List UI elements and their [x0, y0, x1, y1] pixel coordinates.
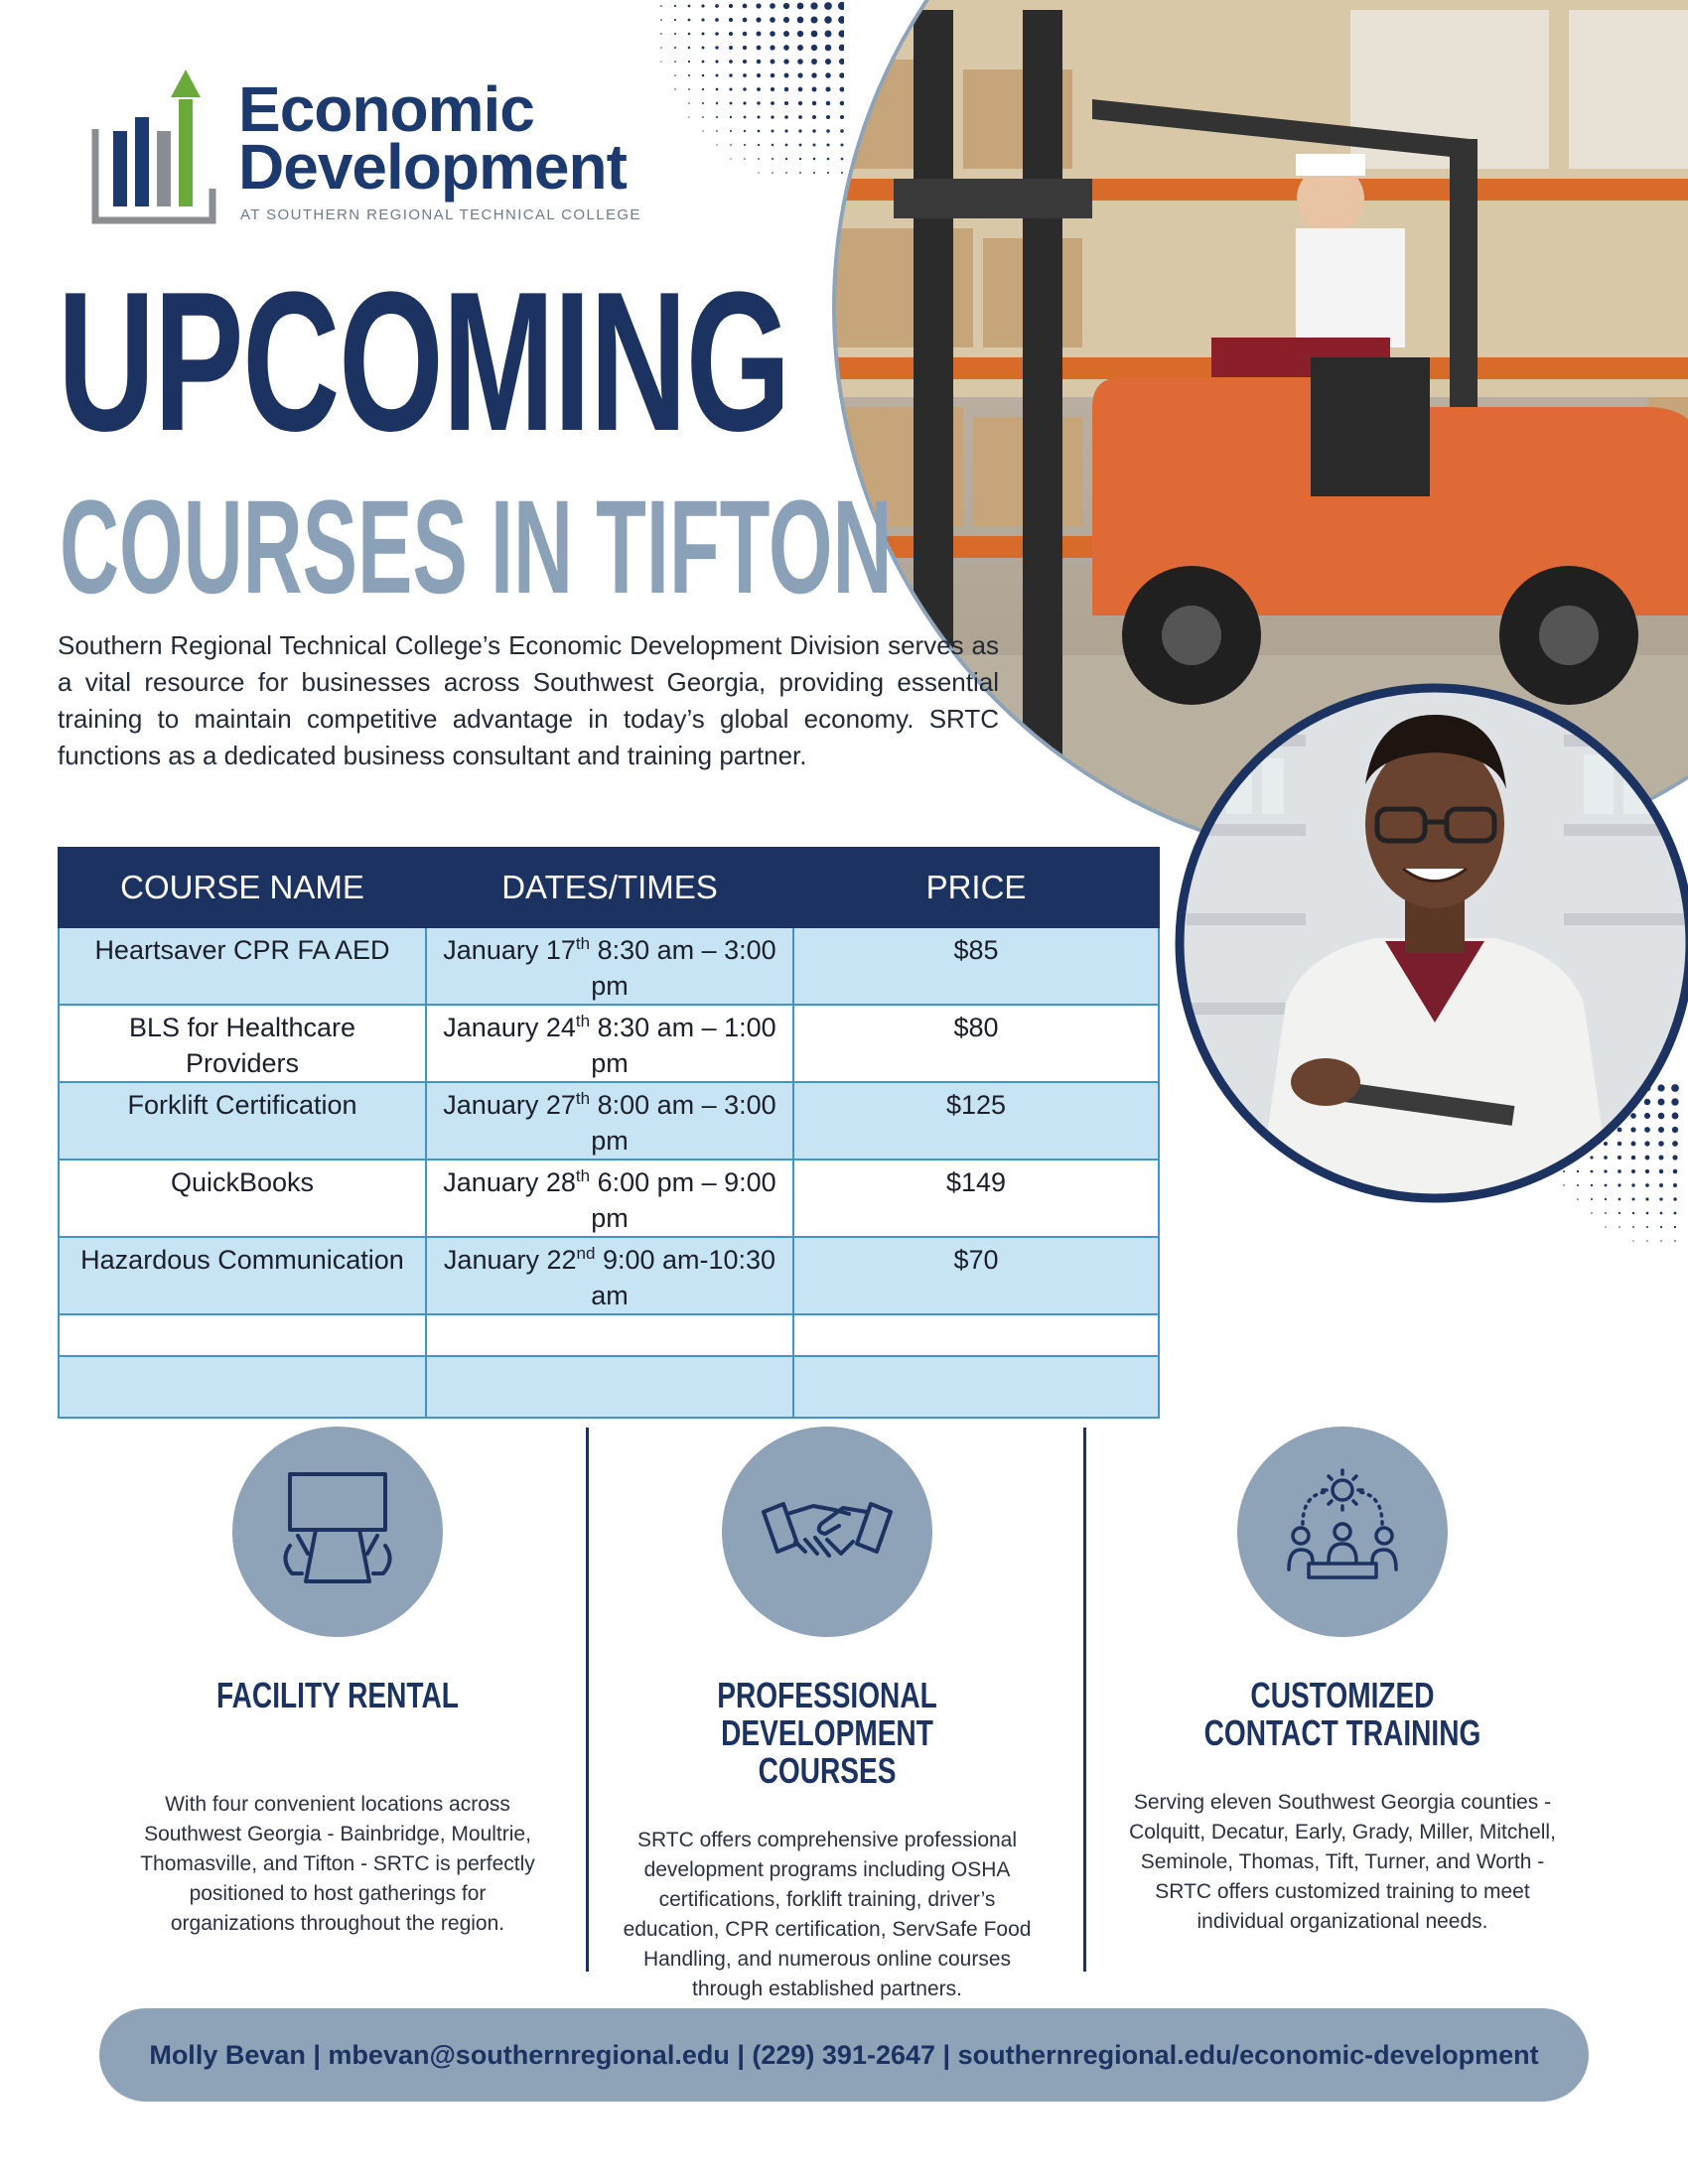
halftone-dot	[1674, 1240, 1676, 1242]
halftone-dot	[674, 19, 676, 21]
halftone-dot	[1674, 1212, 1677, 1215]
halftone-dot	[1632, 1240, 1633, 1241]
halftone-dot	[784, 87, 788, 91]
halftone-dot	[785, 158, 787, 160]
price-cell: $149	[793, 1160, 1159, 1237]
halftone-dot	[730, 144, 732, 146]
halftone-dot	[729, 4, 733, 8]
halftone-dot	[688, 33, 691, 36]
pharmacist-portrait-photo	[1167, 675, 1688, 1211]
halftone-dot	[743, 18, 748, 23]
halftone-dot	[743, 32, 748, 37]
halftone-dot	[702, 130, 703, 131]
header-dates-times: DATES/TIMES	[426, 848, 793, 927]
table-row	[59, 1160, 1159, 1237]
halftone-dot	[688, 5, 691, 8]
halftone-dot	[1646, 1240, 1647, 1241]
contact-info[interactable]: Molly Bevan | mbevan@southernregional.edu | (229) 391-2647 | southernregional.edu/economic-development	[149, 2039, 1539, 2070]
halftone-dot	[688, 102, 690, 104]
halftone-dot	[771, 101, 774, 105]
halftone-dot	[1674, 1226, 1676, 1228]
halftone-dot	[674, 5, 676, 7]
halftone-dot	[743, 60, 747, 64]
halftone-dot	[744, 130, 746, 132]
logo-text-line1: Economic	[238, 73, 534, 145]
halftone-dot	[770, 45, 774, 50]
contact-bar	[99, 2008, 1589, 2102]
halftone-dot	[757, 73, 761, 77]
halftone-dot	[757, 101, 760, 104]
halftone-dot	[660, 47, 661, 48]
table-row	[59, 1237, 1159, 1314]
headline-upcoming: UPCOMING	[58, 251, 790, 473]
table-row	[59, 1082, 1159, 1160]
halftone-dot	[660, 5, 662, 7]
halftone-dot	[730, 102, 733, 105]
halftone-dot	[784, 101, 788, 105]
halftone-dot	[784, 115, 788, 119]
logo-bar-chart-icon	[91, 69, 220, 228]
feature-title: FACILITY RENTAL	[216, 1675, 459, 1715]
halftone-dot	[688, 116, 689, 117]
feature-title-line2: CONTACT TRAINING	[1203, 1712, 1481, 1753]
halftone-dot	[716, 74, 719, 77]
halftone-dot	[772, 158, 774, 160]
course-name-cell: Forklift Certification	[59, 1082, 426, 1160]
halftone-dot	[716, 130, 718, 132]
halftone-dot	[1632, 1212, 1634, 1214]
halftone-dot	[1618, 1212, 1620, 1214]
halftone-dot	[758, 158, 760, 160]
halftone-dot	[756, 31, 761, 36]
date-cell: January 28th 6:00 pm – 9:00 pm	[426, 1160, 793, 1237]
halftone-dot	[1591, 1212, 1593, 1214]
column-divider	[586, 1428, 589, 1972]
halftone-dot	[729, 46, 733, 50]
feature-body: SRTC offers comprehensive professional development programs including OSHA certifications, forklift training, driver’s education, CPR certification, ServSafe Food Handling, and numerous online courses through established partners.	[623, 1829, 1032, 2000]
header-price: PRICE	[793, 848, 1159, 927]
price-cell: $85	[793, 927, 1159, 1005]
halftone-dot	[785, 172, 787, 174]
handshake-icon	[722, 1427, 932, 1637]
halftone-dot	[743, 101, 746, 104]
halftone-dot	[716, 116, 718, 118]
halftone-dot	[715, 60, 718, 63]
halftone-dot	[702, 102, 704, 104]
halftone-dot	[688, 61, 690, 63]
halftone-dot	[758, 172, 759, 173]
halftone-dot	[729, 32, 733, 36]
feature-body: Serving eleven Southwest Georgia counties - Colquitt, Decatur, Early, Grady, Miller, Mitchell, Seminole, Thomas, Tift, Turner, and Worth - SRTC offers customized training to meet individual organizational needs.	[1129, 1791, 1556, 1933]
halftone-dot	[688, 19, 691, 22]
date-cell: January 17th 8:30 am – 3:00 pm	[426, 927, 793, 1005]
halftone-dot	[715, 32, 719, 36]
halftone-dot	[770, 31, 775, 37]
halftone-dot	[757, 87, 761, 91]
table-row	[59, 927, 1159, 1005]
feature-title-line2: DEVELOPMENT COURSES	[721, 1712, 933, 1791]
halftone-dot	[1646, 1226, 1648, 1228]
halftone-dot	[756, 17, 761, 22]
halftone-dot	[730, 158, 731, 159]
table-row-empty	[59, 1314, 1159, 1356]
halftone-dot	[716, 102, 718, 104]
halftone-dot	[758, 130, 761, 133]
halftone-dot	[674, 33, 676, 35]
halftone-dot	[743, 4, 748, 9]
halftone-dot	[744, 116, 747, 119]
date-cell: January 27th 8:00 am – 3:00 pm	[426, 1082, 793, 1160]
halftone-dot	[771, 115, 774, 118]
course-name-cell: Hazardous Communication	[59, 1237, 426, 1314]
column-divider	[1083, 1428, 1086, 1972]
feature-customized-training	[1114, 1427, 1571, 1937]
halftone-dot	[743, 46, 747, 50]
logo-subtitle: AT SOUTHERN REGIONAL TECHNICAL COLLEGE	[240, 206, 641, 223]
halftone-dot	[771, 60, 775, 65]
halftone-dot	[674, 61, 676, 63]
halftone-dot	[771, 73, 775, 78]
halftone-dot	[783, 45, 789, 51]
halftone-dot	[757, 46, 762, 51]
halftone-dot	[784, 129, 787, 132]
date-cell: Janaury 24th 8:30 am – 1:00 pm	[426, 1005, 793, 1082]
halftone-dot	[1646, 1212, 1649, 1215]
intro-paragraph: Southern Regional Technical College’s Economic Development Division serves as a vital resource for businesses across Southwest Georgia, providing essential training to maintain competitive advantage in today’s global economy. SRTC functions as a dedicated business consultant and training partner.	[58, 630, 999, 770]
halftone-dot	[716, 88, 719, 91]
halftone-dot	[743, 87, 746, 90]
feature-facility-rental	[109, 1427, 566, 1939]
feature-title: CUSTOMIZED	[1250, 1675, 1435, 1715]
halftone-dot	[730, 130, 732, 132]
halftone-dot	[715, 46, 718, 49]
halftone-dot	[702, 88, 704, 90]
halftone-dot	[772, 172, 774, 174]
date-cell: January 22nd 9:00 am-10:30 am	[426, 1237, 793, 1314]
headline-courses-in-tifton: COURSES IN TIFTON	[60, 474, 893, 621]
halftone-dot	[783, 59, 788, 64]
halftone-dot	[701, 32, 704, 35]
halftone-dot	[1660, 1226, 1662, 1228]
header-course-name: COURSE NAME	[59, 848, 426, 927]
price-cell: $125	[793, 1082, 1159, 1160]
table-row	[59, 1005, 1159, 1082]
halftone-dot	[702, 47, 705, 50]
halftone-dot	[783, 31, 789, 37]
halftone-dot	[701, 4, 704, 7]
course-table	[58, 847, 1160, 1419]
halftone-dot	[771, 87, 774, 91]
halftone-dot	[702, 74, 705, 77]
halftone-dot	[660, 61, 661, 62]
halftone-dot	[702, 61, 705, 64]
halftone-dot	[729, 87, 732, 90]
feature-title: PROFESSIONAL	[717, 1675, 937, 1715]
halftone-dot	[688, 47, 690, 49]
halftone-dot	[660, 33, 662, 35]
halftone-dot	[772, 130, 774, 133]
table-header-row	[59, 848, 1159, 927]
course-name-cell: BLS for Healthcare Providers	[59, 1005, 426, 1082]
halftone-dot	[757, 60, 762, 65]
halftone-dot	[772, 144, 774, 146]
halftone-dot	[783, 3, 789, 9]
halftone-dot	[783, 17, 789, 23]
feature-body: With four convenient locations across Southwest Georgia - Bainbridge, Moultrie, Thomasville, and Tifton - SRTC is perfectly positioned to host gatherings for organizations throughout the region.	[140, 1793, 535, 1935]
halftone-dot	[1632, 1226, 1634, 1228]
halftone-dot	[743, 73, 747, 77]
halftone-dot	[744, 158, 746, 160]
logo	[91, 69, 687, 228]
halftone-dot	[1618, 1226, 1620, 1228]
feature-professional-development	[599, 1427, 1055, 2004]
halftone-dot	[660, 19, 662, 21]
halftone-dot	[785, 144, 788, 147]
team-gear-icon	[1237, 1427, 1448, 1637]
logo-text-line2: Development	[238, 131, 627, 203]
halftone-dot	[1605, 1226, 1606, 1227]
course-name-cell: QuickBooks	[59, 1160, 426, 1237]
halftone-dot	[1660, 1212, 1663, 1215]
presentation-icon	[232, 1427, 443, 1637]
halftone-dot	[674, 47, 676, 49]
halftone-dot	[758, 144, 760, 146]
course-name-cell: Heartsaver CPR FA AED	[59, 927, 426, 1005]
halftone-dot	[729, 73, 732, 76]
halftone-dot	[702, 116, 704, 118]
halftone-dot	[729, 60, 733, 64]
halftone-dot	[1660, 1240, 1662, 1242]
halftone-dot	[757, 115, 760, 118]
halftone-dot	[744, 144, 746, 146]
halftone-dot	[770, 17, 775, 23]
halftone-dot	[784, 73, 789, 78]
halftone-dot	[716, 144, 717, 145]
price-cell: $80	[793, 1005, 1159, 1082]
halftone-dot	[1605, 1212, 1607, 1214]
halftone-dot	[730, 116, 732, 118]
table-row-empty	[59, 1356, 1159, 1418]
halftone-dot	[701, 18, 704, 21]
halftone-dot	[715, 4, 719, 8]
halftone-dot	[688, 74, 690, 76]
halftone-dot	[770, 3, 775, 9]
halftone-dot	[715, 18, 719, 22]
halftone-dot	[688, 88, 690, 90]
halftone-dot	[756, 3, 761, 8]
price-cell: $70	[793, 1237, 1159, 1314]
halftone-dot	[729, 18, 733, 22]
